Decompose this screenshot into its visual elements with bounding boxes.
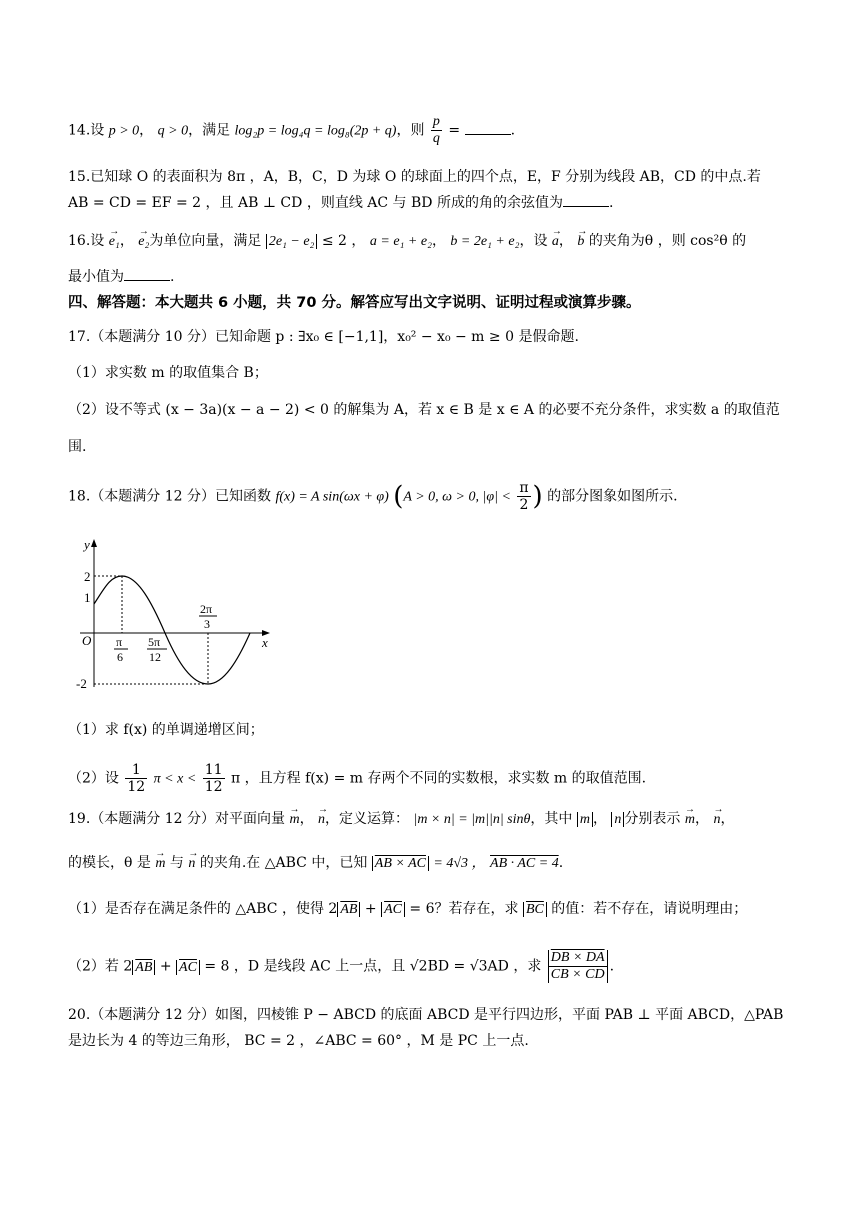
q19-part2-ac: $\overline{AC}$ bbox=[176, 960, 200, 975]
x-tick2-den: 12 bbox=[149, 650, 161, 664]
q19-part1-plus: + bbox=[364, 901, 377, 917]
q19-n2: → n bbox=[713, 809, 720, 831]
q14-cond1: p > 0 bbox=[108, 123, 140, 139]
q18-function: f(x) = A sin(ωx + φ) bbox=[275, 489, 389, 505]
q16-text3: ， bbox=[431, 233, 446, 249]
q19-text3: 分别表示 bbox=[624, 811, 681, 827]
q19-part2-end: . bbox=[609, 958, 615, 975]
q16-vector-b: b = 2e₁ + e₂ bbox=[450, 234, 520, 249]
q16-line1 bbox=[68, 230, 746, 253]
q16-b: → b bbox=[577, 231, 584, 253]
q18-frac1-den: 12 bbox=[127, 779, 146, 795]
y-tick-neg2: -2 bbox=[76, 676, 87, 691]
q19-abs-m: m bbox=[577, 812, 593, 827]
q19-part2-ab: $\overline{AB}$ bbox=[132, 960, 155, 975]
q16-e2: → e₂ bbox=[138, 231, 149, 253]
q19-part1-intro: （1）是否存在满足条件的 △ABC ，使得 2 bbox=[68, 901, 338, 917]
q18-cond-den: 2 bbox=[519, 497, 529, 513]
x-tick1-num: π bbox=[116, 635, 123, 649]
q18-part2-frac2 bbox=[203, 762, 225, 795]
q19-definition: |m × n| = |m||n| sinθ bbox=[413, 812, 531, 827]
q17-part2-line1: （2）设不等式 (x − 3a)(x − a − 2) < 0 的解集为 A，若 x ∈ B 是 x ∈ A 的必要不充分条件，求实数 a 的取值范 bbox=[68, 402, 780, 418]
x-tick3-num: 2π bbox=[200, 602, 213, 616]
q17-part1: （1）求实数 m 的取值集合 B； bbox=[68, 365, 268, 381]
q14-line bbox=[68, 114, 515, 147]
q19-part2-fraction bbox=[548, 950, 608, 983]
q20-line1: 20.（本题满分 12 分）如图，四棱锥 P − ABCD 的底面 ABCD 是平行四边形，平面 PAB ⊥ 平面 ABCD，△PAB bbox=[68, 1007, 784, 1023]
q19-c4: ， bbox=[720, 811, 735, 827]
q16-a: → a bbox=[552, 231, 559, 253]
q16-text1: 为单位向量，满足 bbox=[149, 233, 262, 249]
q17-part2-line2: 围. bbox=[68, 439, 87, 455]
q17-line1: 17.（本题满分 10 分）已知命题 p : ∃x₀ ∈ [−1,1]，x₀² − x₀ − m ≥ 0 是假命题. bbox=[68, 329, 579, 345]
q20-line2: 是边长为 4 的等边三角形， BC = 2 ，∠ABC = 60° ，M 是 PC 上一点. bbox=[68, 1033, 529, 1049]
q19-frac-den: CB × CD bbox=[548, 967, 608, 983]
q16-comma: ， bbox=[119, 233, 134, 249]
q19-part1-ab: $\overline{AB}$ bbox=[337, 902, 360, 917]
q18-part1: （1）求 f(x) 的单调递增区间； bbox=[68, 722, 264, 738]
q16-text6: 的夹角为θ ，则 cos²θ 的 bbox=[588, 233, 747, 249]
q15-line1: 15.已知球 O 的表面积为 8π ，A，B，C，D 为球 O 的球面上的四个点，E，F 分别为线段 AB，CD 的中点.若 bbox=[68, 169, 761, 185]
q16-text4: ，设 bbox=[519, 233, 548, 249]
x-tick3-den: 3 bbox=[204, 617, 210, 631]
q19-part2-plus: + bbox=[159, 958, 172, 975]
q18-line1 bbox=[68, 480, 678, 513]
q19-intro: 19.（本题满分 12 分）对平面向量 bbox=[68, 811, 285, 827]
q18-text: 的部分图象如图所示. bbox=[547, 488, 678, 505]
q14-frac-num: p bbox=[432, 114, 440, 129]
q14-end: . bbox=[510, 122, 516, 139]
q14-sep1: ， bbox=[139, 122, 154, 139]
q19-part2-text: = 8 ，D 是线段 AC 上一点，且 √2BD = √3AD ，求 bbox=[204, 958, 542, 975]
q14-expression: log₂p = log₄q = log₈(2p + q) bbox=[234, 123, 397, 139]
y-axis-arrow bbox=[91, 539, 97, 547]
q16-answer-blank bbox=[124, 266, 170, 281]
q15-line2 bbox=[68, 192, 613, 214]
q15-end: . bbox=[608, 195, 614, 211]
q19-c1: ， bbox=[299, 811, 314, 827]
q19-part1-tail: 的值：若不存在，请说明理由； bbox=[551, 901, 748, 917]
q18-part2-mid: π < x < bbox=[153, 771, 197, 787]
q19-text1: ，定义运算： bbox=[325, 811, 410, 827]
q19-line1 bbox=[68, 808, 734, 831]
q19-line2 bbox=[68, 852, 563, 875]
q14-then: ，则 bbox=[396, 122, 425, 139]
q19-cross-value: = 4√3 ， bbox=[433, 856, 486, 871]
y-tick-2: 2 bbox=[84, 569, 91, 584]
origin-label: O bbox=[82, 633, 92, 648]
q19-c2: ， bbox=[592, 811, 607, 827]
q19-text4: 的模长，θ 是 bbox=[68, 855, 151, 871]
q19-part1 bbox=[68, 898, 747, 921]
q18-part2-text: π ，且方程 f(x) = m 存两个不同的实数根，求实数 m 的取值范围. bbox=[231, 770, 647, 787]
y-tick-1: 1 bbox=[84, 590, 91, 605]
q16-text2: ≤ 2 ， bbox=[321, 233, 366, 249]
q16-e1: → e₁ bbox=[109, 231, 120, 253]
q15-text: AB = CD = EF = 2 ，且 AB ⊥ CD ，则直线 AC 与 BD 所成的角的余弦值为 bbox=[68, 195, 563, 211]
x-tick1-den: 6 bbox=[117, 650, 123, 664]
sine-graph bbox=[70, 535, 280, 695]
q16-condition: 2e₁ − e₂ bbox=[266, 234, 318, 249]
q19-dot: AB · AC = 4 bbox=[490, 856, 559, 871]
q19-text2: ，其中 bbox=[530, 811, 573, 827]
q19-n: → n bbox=[318, 809, 325, 831]
y-axis-label: y bbox=[84, 537, 90, 552]
q19-m2: → m bbox=[685, 809, 695, 831]
x-tick2-num: 5π bbox=[148, 635, 161, 649]
q14-cond2: q > 0 bbox=[157, 123, 189, 139]
q18-cond-num: π bbox=[519, 480, 529, 496]
q19-part1-bc: $\overline{BC}$ bbox=[523, 902, 547, 917]
q14-sep2: ，满足 bbox=[188, 122, 231, 139]
x-axis-label: x bbox=[262, 635, 268, 650]
q19-part2 bbox=[68, 950, 614, 983]
q19-abs-n: n bbox=[611, 812, 624, 827]
q14-fraction bbox=[431, 114, 442, 147]
q16-line2 bbox=[68, 266, 174, 288]
q18-frac2-num: 11 bbox=[204, 762, 223, 778]
q18-condition: A > 0, ω > 0, |φ| < bbox=[403, 489, 511, 505]
q19-frac-num: DB × DA bbox=[548, 950, 608, 967]
q16-number: 16.设 bbox=[68, 233, 105, 249]
q16-vector-a: a = e₁ + e₂ bbox=[369, 234, 432, 249]
q19-part1-ac: $\overline{AC}$ bbox=[381, 902, 405, 917]
q19-c3: ， bbox=[695, 811, 709, 827]
q19-cross: AB × AC bbox=[372, 856, 429, 871]
q16-end: . bbox=[170, 269, 175, 285]
q14-number: 14.设 bbox=[68, 122, 105, 139]
q19-part1-text: = 6？若存在，求 bbox=[409, 901, 519, 917]
q18-rparen: ) bbox=[532, 481, 543, 512]
q19-n3: → n bbox=[188, 853, 195, 875]
q18-cond-fraction bbox=[517, 480, 530, 513]
q18-part2-frac1 bbox=[125, 762, 147, 795]
q14-equals: = bbox=[448, 122, 461, 139]
q19-m3: → m bbox=[155, 853, 165, 875]
sine-curve bbox=[94, 576, 250, 684]
q14-answer-blank bbox=[465, 120, 511, 135]
q18-part2 bbox=[68, 762, 646, 795]
q19-text5: 与 bbox=[169, 855, 184, 871]
q19-part2-intro: （2）若 2 bbox=[68, 958, 133, 975]
q16-text7: 最小值为 bbox=[68, 269, 124, 285]
q18-lparen: ( bbox=[393, 481, 404, 512]
q18-frac2-den: 12 bbox=[204, 779, 223, 795]
q18-frac1-num: 1 bbox=[125, 762, 147, 779]
q19-end: . bbox=[558, 855, 564, 871]
q14-frac-den: q bbox=[432, 131, 440, 146]
q18-intro: 18.（本题满分 12 分）已知函数 bbox=[68, 488, 271, 505]
q19-text6: 的夹角.在 △ABC 中，已知 bbox=[199, 855, 368, 871]
q18-part2-intro: （2）设 bbox=[68, 770, 119, 787]
q16-text5: ， bbox=[558, 233, 573, 249]
q19-m: → m bbox=[289, 809, 299, 831]
section-heading: 四、解答题：本大题共 6 小题，共 70 分。解答应写出文字说明、证明过程或演算步骤。 bbox=[68, 295, 641, 311]
q15-answer-blank bbox=[563, 192, 609, 207]
